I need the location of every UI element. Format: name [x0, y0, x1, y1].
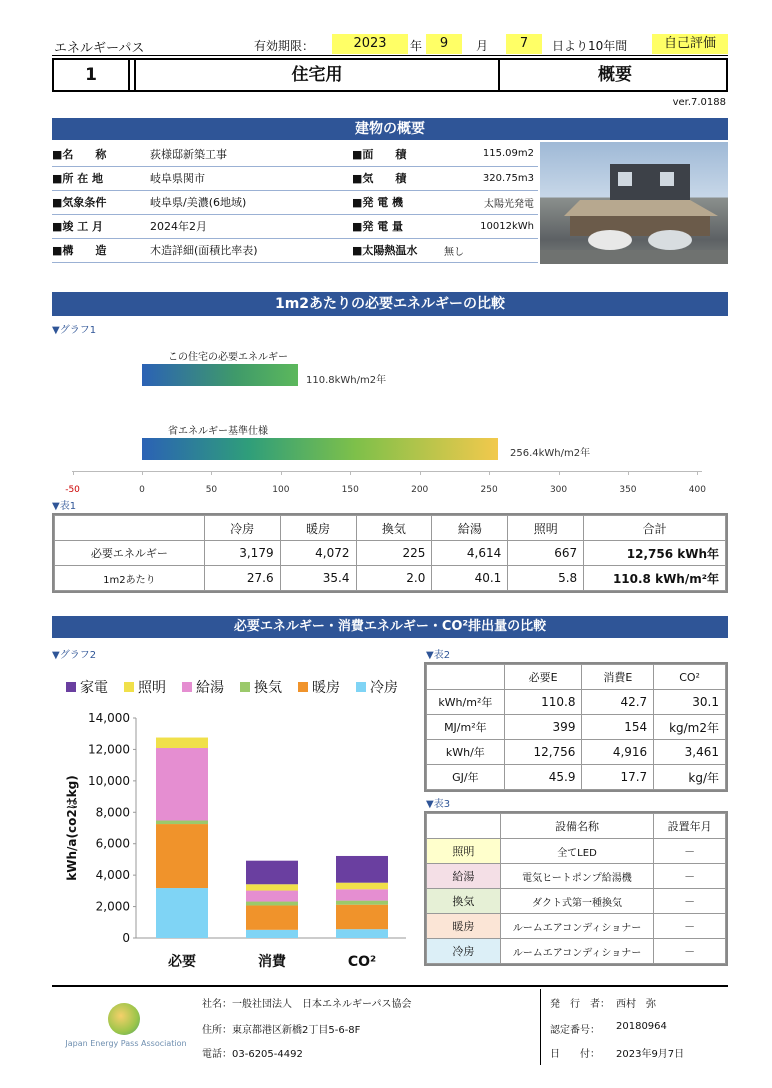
building-info-row — [52, 238, 538, 262]
month-unit: 月 — [476, 39, 489, 53]
table1-total: 110.8 kWh/m²年 — [584, 566, 726, 591]
bar-segment — [246, 884, 298, 890]
house-photo — [540, 142, 728, 264]
legend-label: 給湯 — [196, 680, 224, 696]
graph1 — [52, 336, 728, 496]
table2-cell: 30.1 — [654, 690, 726, 715]
building-heading: 建物の概要 — [52, 118, 728, 140]
building-info-row — [52, 190, 538, 214]
table3-row — [427, 939, 726, 964]
table2-unit: kWh/m²年 — [427, 690, 505, 715]
legend-label: 暖房 — [312, 680, 340, 696]
table1-cell: 35.4 — [280, 566, 356, 591]
axis1-tick-label: 400 — [688, 485, 706, 495]
bar-segment — [336, 883, 388, 890]
bar1-value: 110.8kWh/m2年 — [306, 375, 387, 386]
bar-segment — [246, 891, 298, 902]
doc-title: エネルギーパス — [54, 41, 145, 56]
table1-cell: 2.0 — [356, 566, 432, 591]
table1-cell: 4,614 — [432, 541, 508, 566]
x-category-label: 必要 — [168, 954, 196, 970]
table3-equipment: ルームエアコンディショナー — [500, 914, 653, 939]
axis1-tick — [559, 471, 560, 475]
table1-header: 合計 — [584, 516, 726, 541]
version-text: ver.7.0188 — [672, 97, 726, 108]
table3-equipment: 全てLED — [500, 839, 653, 864]
legend-swatch — [124, 682, 134, 692]
table1 — [52, 513, 728, 593]
table2-cell: 4,916 — [582, 740, 654, 765]
table3-header-row — [427, 814, 726, 839]
table2-header: 消費E — [582, 665, 654, 690]
title-row — [52, 58, 728, 92]
building-info-row — [52, 166, 538, 190]
table1-cell: 667 — [508, 541, 584, 566]
axis1-tick — [142, 471, 143, 475]
y-tick-label: 0 — [122, 931, 130, 945]
table2-cell: kg/m2年 — [654, 715, 726, 740]
company-name: 社名：一般社団法人 日本エネルギーパス協会 — [202, 999, 412, 1010]
bar-segment — [336, 889, 388, 900]
y-tick-label: 4,000 — [95, 868, 130, 883]
table2-row — [427, 740, 726, 765]
building-label: ■気象条件 — [52, 190, 144, 214]
table1-header — [55, 516, 205, 541]
axis1-tick-label: 150 — [341, 485, 359, 495]
building-info-row — [52, 142, 538, 166]
axis1-tick — [73, 471, 74, 475]
legend-swatch — [182, 682, 192, 692]
company-address: 住所：東京都港区新橋2丁目5-6-8F — [202, 1025, 361, 1036]
table2-cell: 12,756 — [504, 740, 582, 765]
table2-cell: 45.9 — [504, 765, 582, 790]
axis1-tick — [281, 471, 282, 475]
bar-segment — [336, 905, 388, 930]
validity-day: 7 — [506, 34, 542, 54]
axis1-tick — [420, 471, 421, 475]
x-category-label: CO² — [347, 954, 377, 970]
association-logo — [108, 1003, 140, 1035]
table2-cell: 399 — [504, 715, 582, 740]
table3-date: － — [654, 864, 726, 889]
page-number: 1 — [54, 60, 130, 90]
table1-header: 冷房 — [204, 516, 280, 541]
table2-header: CO² — [654, 665, 726, 690]
table2-header — [427, 665, 505, 690]
bar-segment — [156, 824, 208, 888]
table2-cell: kg/年 — [654, 765, 726, 790]
issuer-name: 西村 弥 — [616, 999, 656, 1010]
axis1-tick-label: 350 — [619, 485, 637, 495]
page-section: 概要 — [598, 65, 632, 85]
table2-header: 必要E — [504, 665, 582, 690]
table1-row-name: 1m2あたり — [55, 566, 205, 591]
building-value: 太陽光発電 — [444, 190, 538, 214]
table3-date: － — [654, 839, 726, 864]
table3-header — [427, 814, 501, 839]
building-label: ■太陽熱温水 — [352, 238, 444, 262]
axis1-tick-label: 100 — [272, 485, 290, 495]
x-category-label: 消費 — [258, 954, 286, 970]
axis1-tick-label: 0 — [139, 485, 145, 495]
table2-cell: 154 — [582, 715, 654, 740]
legend-label: 家電 — [80, 680, 108, 696]
building-label: ■発 電 量 — [352, 214, 444, 238]
validity-month: 9 — [426, 34, 462, 54]
bar-segment — [156, 821, 208, 825]
table3-equipment: ダクト式第一種換気 — [500, 889, 653, 914]
table2-unit: MJ/m²年 — [427, 715, 505, 740]
axis1-tick — [350, 471, 351, 475]
bar2-value: 256.4kWh/m2年 — [510, 448, 591, 459]
table2-row — [427, 715, 726, 740]
doc-header — [52, 34, 728, 56]
graph1-label: ▼グラフ1 — [52, 325, 97, 336]
bar-segment — [336, 856, 388, 883]
y-tick-label: 6,000 — [95, 836, 130, 851]
y-tick-label: 12,000 — [88, 742, 130, 757]
graph2-label: ▼グラフ2 — [52, 650, 97, 661]
legend-swatch — [66, 682, 76, 692]
table2-row — [427, 765, 726, 790]
table3-header: 設備名称 — [500, 814, 653, 839]
table1-cell: 40.1 — [432, 566, 508, 591]
day-suffix: 日より10年間 — [552, 39, 628, 53]
building-label: ■竣 工 月 — [52, 214, 144, 238]
bar1-label: この住宅の必要エネルギー — [168, 352, 288, 363]
cert-number: 20180964 — [616, 1021, 667, 1032]
table2-row — [427, 690, 726, 715]
table2-cell: 3,461 — [654, 740, 726, 765]
table1-cell: 4,072 — [280, 541, 356, 566]
building-value: 115.09m2 — [444, 142, 538, 166]
bar2-bar — [142, 438, 498, 460]
table1-label: ▼表1 — [52, 501, 77, 512]
building-value: 荻様邸新築工事 — [144, 142, 352, 166]
house-illustration — [540, 142, 728, 264]
bar2-label: 省エネルギー基準仕様 — [168, 426, 268, 437]
building-label: ■構 造 — [52, 238, 144, 262]
axis1-tick — [211, 471, 212, 475]
building-label: ■発 電 機 — [352, 190, 444, 214]
building-value: 岐阜県/美濃(6地域) — [144, 190, 352, 214]
table3-date: － — [654, 889, 726, 914]
bar-segment — [156, 738, 208, 748]
issue-date: 2023年9月7日 — [616, 1049, 685, 1060]
legend-swatch — [356, 682, 366, 692]
y-tick-label: 2,000 — [95, 899, 130, 914]
building-label: ■名 称 — [52, 142, 144, 166]
table3-use: 冷房 — [427, 939, 501, 964]
building-value: 10012kWh — [444, 214, 538, 238]
table1-cell: 3,179 — [204, 541, 280, 566]
table3-date: － — [654, 914, 726, 939]
footer-divider — [540, 989, 541, 1065]
table2-label: ▼表2 — [426, 650, 451, 661]
table3-row — [427, 914, 726, 939]
table2-cell: 17.7 — [582, 765, 654, 790]
building-info-row — [52, 214, 538, 238]
footer — [52, 985, 728, 1065]
building-info — [52, 142, 538, 263]
table3-label: ▼表3 — [426, 799, 451, 810]
self-eval-badge: 自己評価 — [652, 34, 728, 54]
axis1-tick-label: 200 — [411, 485, 429, 495]
building-value: 岐阜県関市 — [144, 166, 352, 190]
y-tick-label: 8,000 — [95, 805, 130, 820]
table3-use: 照明 — [427, 839, 501, 864]
table2-cell: 110.8 — [504, 690, 582, 715]
table1-header: 給湯 — [432, 516, 508, 541]
table3-equipment: ルームエアコンディショナー — [500, 939, 653, 964]
table3-use: 換気 — [427, 889, 501, 914]
bar-segment — [246, 905, 298, 929]
table1-header: 照明 — [508, 516, 584, 541]
bar-segment — [246, 861, 298, 885]
axis1-tick-label: -50 — [65, 485, 80, 495]
legend-swatch — [298, 682, 308, 692]
validity-year: 2023 — [332, 34, 408, 54]
compare1-heading: 1m2あたりの必要エネルギーの比較 — [52, 292, 728, 316]
bar-segment — [246, 930, 298, 938]
table3-row — [427, 839, 726, 864]
table2-cell: 42.7 — [582, 690, 654, 715]
table1-row-name: 必要エネルギー — [55, 541, 205, 566]
axis1-tick-label: 300 — [549, 485, 568, 495]
validity-label: 有効期限： — [254, 39, 315, 53]
table3-use: 給湯 — [427, 864, 501, 889]
bar-segment — [336, 901, 388, 905]
table2-header-row — [427, 665, 726, 690]
table3-equipment: 電気ヒートポンプ給湯機 — [500, 864, 653, 889]
legend-label: 換気 — [254, 680, 282, 696]
legend-label: 冷房 — [370, 680, 398, 696]
table1-cell: 27.6 — [204, 566, 280, 591]
table3-header: 設置年月 — [654, 814, 726, 839]
legend-label: 照明 — [138, 680, 166, 696]
table1-total: 12,756 kWh年 — [584, 541, 726, 566]
table3-date: － — [654, 939, 726, 964]
page-category: 住宅用 — [134, 60, 500, 90]
table3-row — [427, 864, 726, 889]
y-tick-label: 14,000 — [88, 711, 130, 725]
bar-segment — [336, 929, 388, 938]
building-label: ■面 積 — [352, 142, 444, 166]
table1-cell: 5.8 — [508, 566, 584, 591]
building-value: 2024年2月 — [144, 214, 352, 238]
table3-row — [427, 889, 726, 914]
compare2-heading: 必要エネルギー・消費エネルギー・CO²排出量の比較 — [52, 616, 728, 638]
graph2-chart — [52, 660, 418, 980]
table1-header: 暖房 — [280, 516, 356, 541]
logo-text: Japan Energy Pass Association — [65, 1039, 187, 1048]
year-unit: 年 — [410, 39, 423, 53]
table1-cell: 225 — [356, 541, 432, 566]
table1-row — [55, 566, 726, 591]
bar1-bar — [142, 364, 298, 386]
building-value: 無し — [444, 238, 538, 262]
table3-use: 暖房 — [427, 914, 501, 939]
table1-header: 換気 — [356, 516, 432, 541]
graph1-axis-line — [72, 471, 702, 472]
building-value: 320.75m3 — [444, 166, 538, 190]
table2-unit: kWh/年 — [427, 740, 505, 765]
table2-unit: GJ/年 — [427, 765, 505, 790]
bar-segment — [156, 888, 208, 938]
y-tick-label: 10,000 — [88, 773, 130, 788]
y-axis-label: kWh/a(co2はkg) — [65, 775, 79, 881]
building-label: ■所 在 地 — [52, 166, 144, 190]
company-phone: 電話：03-6205-4492 — [202, 1049, 303, 1060]
issuer-label: 発 行 者： — [550, 999, 610, 1010]
date-label: 日 付： — [550, 1049, 600, 1060]
cert-label: 認定番号： — [550, 1025, 600, 1036]
bar-segment — [246, 902, 298, 906]
axis1-tick-label: 50 — [205, 485, 218, 495]
axis1-tick — [489, 471, 490, 475]
table3 — [424, 811, 728, 966]
building-value: 木造詳細(面積比率表) — [144, 238, 352, 262]
table2 — [424, 662, 728, 792]
legend-swatch — [240, 682, 250, 692]
axis1-tick-label: 250 — [480, 485, 498, 495]
building-label: ■気 積 — [352, 166, 444, 190]
bar-segment — [156, 748, 208, 821]
axis1-tick — [697, 471, 698, 475]
table1-row — [55, 541, 726, 566]
axis1-tick — [628, 471, 629, 475]
